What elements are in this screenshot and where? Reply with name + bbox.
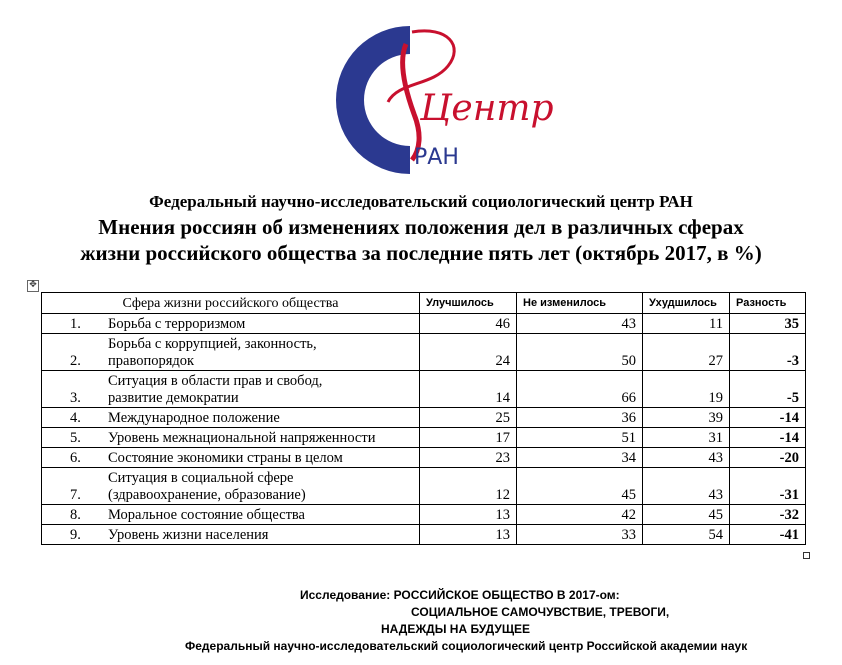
footer-line-1: Исследование: РОССИЙСКОЕ ОБЩЕСТВО В 2017-ом: bbox=[300, 588, 620, 602]
row-label bbox=[108, 336, 317, 370]
cell-sphere bbox=[42, 334, 420, 371]
table-row bbox=[42, 314, 806, 334]
row-label-line-1: Ситуация в социальной сфере bbox=[108, 470, 294, 486]
cell-difference: -41 bbox=[730, 525, 806, 545]
row-label-line-1: Уровень жизни населения bbox=[108, 527, 269, 543]
cell-sphere bbox=[42, 428, 420, 448]
cell-difference: -5 bbox=[730, 371, 806, 408]
table-row bbox=[42, 428, 806, 448]
row-label-line-2: развитие демократии bbox=[108, 390, 239, 406]
cell-improved: 12 bbox=[420, 468, 517, 505]
row-index: 9. bbox=[70, 527, 81, 543]
row-label-line-1: Борьба с коррупцией, законность, bbox=[108, 336, 317, 352]
cell-improved: 13 bbox=[420, 505, 517, 525]
cell-improved: 25 bbox=[420, 408, 517, 428]
cell-sphere bbox=[42, 468, 420, 505]
cell-worsened: 43 bbox=[643, 468, 730, 505]
row-label-line-1: Уровень межнациональной напряженности bbox=[108, 430, 376, 446]
row-label bbox=[108, 527, 268, 544]
cell-sphere bbox=[42, 371, 420, 408]
cell-difference: -32 bbox=[730, 505, 806, 525]
org-title: Федеральный научно-исследовательский социологический центр РАН bbox=[149, 192, 693, 211]
row-label bbox=[108, 450, 343, 467]
cell-sphere bbox=[42, 505, 420, 525]
logo-red-loop bbox=[403, 44, 419, 160]
column-header-worsened: Ухудшилось bbox=[643, 293, 730, 314]
cell-worsened: 54 bbox=[643, 525, 730, 545]
cell-improved: 14 bbox=[420, 371, 517, 408]
column-header-improved: Улучшилось bbox=[420, 293, 517, 314]
cell-unchanged: 33 bbox=[517, 525, 643, 545]
row-index: 8. bbox=[70, 507, 81, 523]
cell-difference: -20 bbox=[730, 448, 806, 468]
cell-unchanged: 51 bbox=[517, 428, 643, 448]
cell-difference: -14 bbox=[730, 408, 806, 428]
row-label-line-2: правопорядок bbox=[108, 353, 195, 369]
table-row bbox=[42, 371, 806, 408]
row-index: 3. bbox=[70, 390, 81, 406]
table-row bbox=[42, 468, 806, 505]
cell-worsened: 31 bbox=[643, 428, 730, 448]
column-header-unchanged: Не изменилось bbox=[517, 293, 643, 314]
footer-line-3: НАДЕЖДЫ НА БУДУЩЕЕ bbox=[381, 622, 531, 636]
cell-difference: -3 bbox=[730, 334, 806, 371]
fnisc-ran-logo bbox=[328, 22, 554, 182]
row-index: 7. bbox=[70, 487, 81, 503]
logo-sub-text: РАН bbox=[414, 145, 459, 170]
cell-sphere bbox=[42, 314, 420, 334]
row-label-line-1: Борьба с терроризмом bbox=[108, 316, 246, 332]
table-move-handle-icon[interactable]: ✥ bbox=[27, 280, 39, 292]
page-title-line-2: жизни российского общества за последние пять лет (октябрь 2017, в %) bbox=[80, 241, 762, 265]
cell-improved: 24 bbox=[420, 334, 517, 371]
row-index: 2. bbox=[70, 353, 81, 369]
cell-sphere bbox=[42, 448, 420, 468]
opinion-table bbox=[41, 292, 806, 545]
cell-difference: -14 bbox=[730, 428, 806, 448]
cell-sphere bbox=[42, 408, 420, 428]
cell-unchanged: 42 bbox=[517, 505, 643, 525]
cell-unchanged: 50 bbox=[517, 334, 643, 371]
row-label bbox=[108, 430, 375, 447]
cell-worsened: 43 bbox=[643, 448, 730, 468]
cell-unchanged: 43 bbox=[517, 314, 643, 334]
cell-unchanged: 34 bbox=[517, 448, 643, 468]
cell-improved: 17 bbox=[420, 428, 517, 448]
cell-improved: 46 bbox=[420, 314, 517, 334]
cell-worsened: 11 bbox=[643, 314, 730, 334]
row-label bbox=[108, 507, 305, 524]
table-row bbox=[42, 525, 806, 545]
cell-improved: 13 bbox=[420, 525, 517, 545]
column-header-sphere: Сфера жизни российского общества bbox=[42, 293, 420, 314]
row-label bbox=[108, 470, 306, 504]
row-label-line-1: Состояние экономики страны в целом bbox=[108, 450, 343, 466]
cell-unchanged: 36 bbox=[517, 408, 643, 428]
table-row bbox=[42, 505, 806, 525]
cell-unchanged: 45 bbox=[517, 468, 643, 505]
cell-unchanged: 66 bbox=[517, 371, 643, 408]
cell-difference: -31 bbox=[730, 468, 806, 505]
table-resize-handle[interactable] bbox=[803, 552, 810, 559]
page-title bbox=[0, 214, 842, 266]
cell-improved: 23 bbox=[420, 448, 517, 468]
logo-blue-crescent bbox=[336, 26, 410, 174]
row-label-line-1: Международное положение bbox=[108, 410, 280, 426]
cell-worsened: 45 bbox=[643, 505, 730, 525]
cell-sphere bbox=[42, 525, 420, 545]
page-title-line-1: Мнения россиян об изменениях положения дел в различных сферах bbox=[98, 215, 744, 239]
table-row bbox=[42, 334, 806, 371]
cell-worsened: 27 bbox=[643, 334, 730, 371]
row-index: 5. bbox=[70, 430, 81, 446]
row-label bbox=[108, 316, 245, 333]
row-index: 1. bbox=[70, 316, 81, 332]
row-label-line-1: Моральное состояние общества bbox=[108, 507, 305, 523]
row-label-line-1: Ситуация в области прав и свобод, bbox=[108, 373, 323, 389]
logo-script-text: Центр bbox=[420, 88, 554, 129]
row-label bbox=[108, 373, 322, 407]
table-header-row bbox=[42, 293, 806, 314]
cell-difference: 35 bbox=[730, 314, 806, 334]
cell-worsened: 39 bbox=[643, 408, 730, 428]
cell-worsened: 19 bbox=[643, 371, 730, 408]
footer-line-2: СОЦИАЛЬНОЕ САМОЧУВСТВИЕ, ТРЕВОГИ, bbox=[411, 605, 670, 619]
table-row bbox=[42, 408, 806, 428]
row-index: 6. bbox=[70, 450, 81, 466]
row-label bbox=[108, 410, 280, 427]
row-index: 4. bbox=[70, 410, 81, 426]
row-label-line-2: (здравоохранение, образование) bbox=[108, 487, 306, 503]
footer-line-4: Федеральный научно-исследовательский социологический центр Российской академии наук bbox=[185, 639, 748, 653]
column-header-difference: Разность bbox=[730, 293, 806, 314]
table-row bbox=[42, 448, 806, 468]
